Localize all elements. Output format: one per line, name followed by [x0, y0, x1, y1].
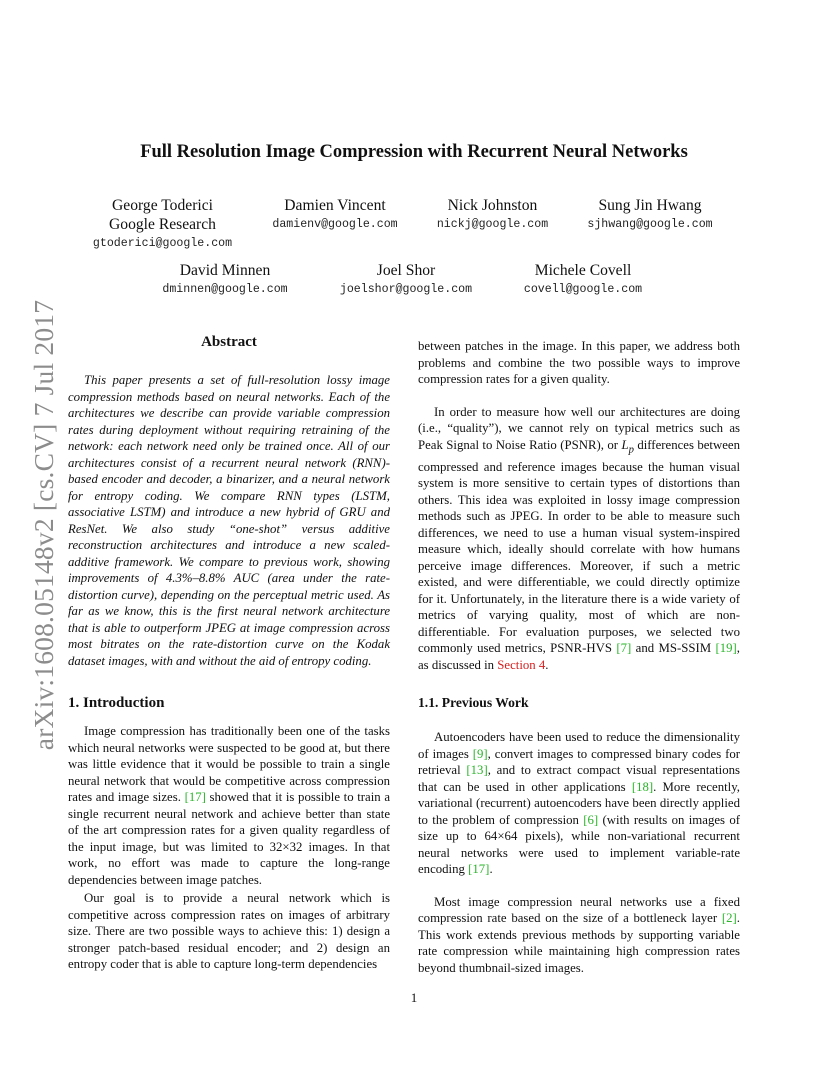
math-subscript: p	[628, 444, 634, 456]
body-paragraph	[418, 404, 740, 674]
citation-link[interactable]: [19]	[715, 641, 737, 656]
section-heading-introduction: 1. Introduction	[68, 695, 165, 711]
page-number: 1	[410, 990, 418, 1005]
author-name: George Toderici	[112, 197, 213, 214]
citation-link[interactable]: [2]	[721, 911, 737, 925]
author-email[interactable]: damienv@google.com	[272, 218, 398, 231]
introduction-column	[68, 723, 390, 973]
citation-link[interactable]: [18]	[631, 779, 654, 794]
author-block	[333, 261, 479, 300]
text-span: , convert images to compressed binary codes for retrieval	[418, 746, 741, 777]
citation-link[interactable]: [7]	[616, 641, 632, 656]
text-span: . This work extends previous methods by supporting variable rate compression while maintaining high compression rates beyond thumbnail-sized images.	[418, 911, 740, 975]
body-paragraph: between patches in the image. In this paper, we address both problems and combine the two possible ways to improve compression rates for a given quality.	[418, 339, 740, 386]
author-email[interactable]: nickj@google.com	[436, 218, 549, 231]
text-span: .	[545, 657, 549, 672]
citation-link[interactable]: [6]	[583, 812, 599, 827]
author-name: Sung Jin Hwang	[598, 197, 702, 214]
author-email[interactable]: sjhwang@google.com	[587, 218, 713, 231]
author-email[interactable]: covell@google.com	[523, 283, 643, 296]
citation-link[interactable]: [17]	[468, 862, 490, 876]
text-span: In order to measure how well our architectures are doing (i.e., “quality”), we cannot rely on typical metrics such as Peak Signal to Noise Ratio (PSNR), or	[418, 404, 740, 452]
text-span: and MS-SSIM	[635, 641, 712, 656]
author-name: Joel Shor	[376, 262, 436, 279]
author-block	[265, 196, 405, 235]
author-block	[516, 261, 650, 300]
author-block	[90, 196, 235, 254]
right-column	[418, 338, 740, 673]
body-paragraph	[418, 894, 740, 977]
intro-paragraph: Our goal is to provide a neural network which is competitive across compression rates on images of arbitrary size. There are two possible ways to achieve this: 1) design a stronger patch-based residual encoder; and 2) design an entropy coder that is able to capture long-term dependencies	[68, 891, 390, 971]
text-span: , and to extract compact visual representations that can be used in other applications	[418, 763, 740, 794]
intro-paragraph	[68, 723, 390, 888]
text-span: differences between compressed and reference images because the human visual system is more sensitive to certain types of distortions than others. This idea was exploited in lossy image compression methods such as JPEG. In order to be able to measure such differences, we need to use a human visual system-inspired measure which, ideally should correlate with how humans perceive image differences. Moreover, if such a metric existed, and were differentiable, we could directly optimize for it. Unfortunately, in the literature there is a wide variety of metrics of varying quality, most of which are non-differentiable. For evaluation purposes, we selected two commonly used metrics, PSNR-HVS	[418, 437, 740, 656]
subsection-heading-previous-work: 1.1. Previous Work	[418, 695, 529, 710]
text-span: Image compression has traditionally been one of the tasks which neural networks were suspected to be good at, but there was little evidence that it would be possible to train a single neural network that would be competitive across compression rates and image sizes.	[68, 724, 390, 804]
author-name: Nick Johnston	[447, 197, 538, 214]
abstract-heading: Abstract	[201, 334, 257, 350]
author-name: Damien Vincent	[284, 197, 386, 214]
abstract-text: This paper presents a set of full-resolution lossy image compression methods based on neural networks. Each of the architectures we describe can provide variable compression rates during deployment without requiring retraining of the network: each network need only be trained once. All of our architectures consist of a recurrent neural network (RNN)-based encoder and decoder, a binarizer, and a neural network for entropy coding. We compare RNN types (LSTM, associative LSTM) and introduce a new hybrid of GRU and ResNet. We also study “one-shot” versus additive reconstruction architectures and introduce a new scaled-additive framework. We compare to previous work, showing improvements of 4.3%–8.8% AUC (area under the rate-distortion curve), depending on the perceptual metric used. As far as we know, this is the first neural network architecture that is able to outperform JPEG at image compression across most bitrates on the rate-distortion curve on the Kodak dataset images, with and without the aid of entropy coding.	[68, 373, 390, 668]
text-span: , as discussed in	[418, 641, 740, 672]
text-span: Autoencoders have been used to reduce the dimensionality of images	[418, 730, 740, 761]
author-name: Michele Covell	[534, 262, 632, 279]
text-span: . More recently, variational (recurrent) autoencoders have been directly applied to the problem of compression	[418, 779, 740, 827]
author-block	[430, 196, 555, 235]
author-affiliation: Google Research	[109, 216, 216, 233]
citation-link[interactable]: [9]	[472, 746, 488, 761]
paper-title: Full Resolution Image Compression with Recurrent Neural Networks	[140, 142, 688, 162]
author-email[interactable]: gtoderici@google.com	[92, 237, 233, 250]
citation-link[interactable]: [17]	[184, 790, 206, 804]
previous-work-column	[418, 729, 740, 976]
math-symbol	[621, 437, 634, 456]
author-email[interactable]: joelshor@google.com	[339, 283, 473, 296]
text-span: showed that it is possible to train a single recurrent neural network and achieve better than state of the art compression rates for a given quality regardless of the input image, but was limited to 32×32 images. In that work, no effort was made to capture the long-range dependencies between image patches.	[68, 790, 391, 887]
text-span: (with results on images of size up to 64×64 pixels), while non-variational recurrent neural networks were used to implement variable-rate encoding	[418, 812, 740, 876]
abstract-column	[68, 372, 390, 669]
author-block	[155, 261, 295, 300]
section-link[interactable]: Section 4	[497, 657, 546, 672]
author-name: David Minnen	[179, 262, 271, 279]
body-paragraph	[418, 729, 740, 878]
author-email[interactable]: dminnen@google.com	[162, 283, 288, 296]
math-base: L	[621, 437, 629, 452]
text-span: Most image compression neural networks use a fixed compression rate based on the size of a bottleneck layer	[418, 894, 740, 925]
author-block	[582, 196, 718, 235]
text-span: .	[489, 862, 493, 876]
arxiv-identifier: arXiv:1608.05148v2 [cs.CV] 7 Jul 2017	[28, 299, 59, 751]
citation-link[interactable]: [13]	[466, 763, 488, 777]
